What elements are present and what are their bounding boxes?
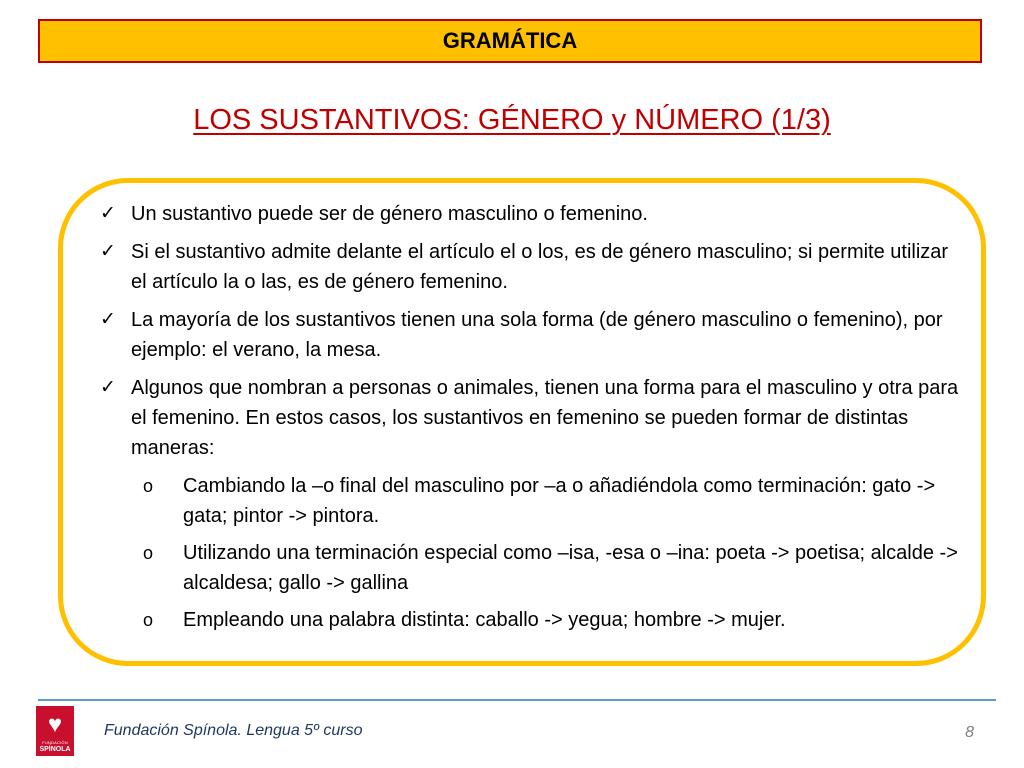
page-number: 8 (965, 724, 974, 741)
circle-bullet-icon: o (143, 476, 154, 496)
list-item (100, 373, 960, 463)
list-item-text: La mayoría de los sustantivos tienen una sola forma (de género masculino o femenino), por ejemplo: el verano, la mesa. (131, 309, 943, 361)
list-item (100, 237, 960, 297)
heart-icon: ♥ (47, 711, 63, 738)
list-item-text: Un sustantivo puede ser de género masculino o femenino. (131, 203, 648, 225)
check-icon: ✓ (100, 241, 116, 262)
sub-list-item (100, 605, 960, 635)
check-icon: ✓ (100, 309, 116, 330)
list-item (100, 305, 960, 365)
spinola-heart-logo-icon (36, 706, 74, 756)
circle-bullet-icon: o (143, 610, 154, 630)
circle-bullet-icon: o (143, 543, 154, 563)
page-title-text: LOS SUSTANTIVOS: GÉNERO y NÚMERO (1/3) (193, 104, 831, 136)
logo-top-text: FUNDACIÓN (42, 740, 68, 745)
sub-list-item-text: Utilizando una terminación especial como –isa, -esa o –ina: poeta -> poetisa; alcalde -> alcaldesa; gallo -> gallina (183, 542, 958, 594)
list-item-text: Si el sustantivo admite delante el artículo el o los, es de género masculino; si permite utilizar el artículo la o las, es de género femenino. (131, 241, 949, 293)
footer-divider (38, 699, 996, 701)
footer-caption: Fundación Spínola. Lengua 5º curso (104, 722, 363, 739)
list-item-text: Algunos que nombran a personas o animales, tienen una forma para el masculino y otra para el femenino. En estos casos, los sustantivos en femenino se pueden formar de distintas maneras: (131, 377, 959, 459)
sub-list-item (100, 538, 960, 598)
list-item (100, 199, 960, 229)
page-title (0, 104, 1024, 137)
section-banner (38, 19, 982, 63)
check-icon: ✓ (100, 377, 116, 398)
logo-name-text: SPÍNOLA (39, 746, 71, 753)
sub-list-item (100, 471, 960, 531)
sub-list-item-text: Empleando una palabra distinta: caballo -> yegua; hombre -> mujer. (183, 609, 786, 631)
sub-list-item-text: Cambiando la –o final del masculino por –a o añadiéndola como terminación: gato -> gata; pintor -> pintora. (183, 475, 936, 527)
content-list (100, 199, 960, 642)
check-icon: ✓ (100, 203, 116, 224)
banner-label: GRAMÁTICA (442, 28, 578, 53)
